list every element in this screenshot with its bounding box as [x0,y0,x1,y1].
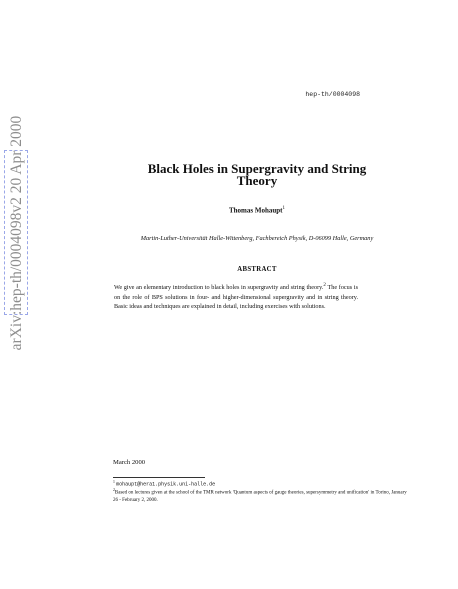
footnote-1-email: mohaupt@hera1.physik.uni-halle.de [116,481,216,488]
abstract-part-2: The focus is on the role of BPS solutions in four- and higher-dimensional supergravity and in string theory. Basic ideas and techniques are explained in detail, including exercises with solutions. [114,284,358,311]
arxiv-stamp[interactable] [4,115,28,351]
date: March 2000 [113,459,146,466]
footnote-1-mark: 1 [113,480,115,484]
arxiv-identifier[interactable]: arXiv:hep-th/0004098v2 20 Apr 2000 [8,115,25,351]
report-number: hep-th/0004098 [305,91,360,98]
abstract-text [114,281,358,312]
abstract-part-1: We give an elementary introduction to black holes in supergravity and string theory. [114,284,324,292]
paper-title [84,163,430,187]
affiliation: Martin-Luther-Universität Halle-Wittenberg, Fachbereich Physik, D-06099 Halle, Germany [140,235,374,242]
author [84,206,430,214]
abstract-heading: ABSTRACT [237,266,277,273]
footnote-rule [113,477,205,478]
author-footnote-mark: 1 [282,206,285,211]
footnote-2-text: Based on lectures given at the school of the TMR network 'Quantum aspects of gauge theories, supersymmetry and unification' in Torino, January 26 - February 2, 2000. [113,490,407,504]
title-line-2: Theory [236,173,278,188]
title-line-1: Black Holes in Supergravity and String [147,161,367,176]
footnote-2-mark: 2 [113,488,115,492]
abstract-footnote-mark: 2 [323,283,326,288]
author-name: Thomas Mohaupt [229,206,283,215]
footnote-2 [113,487,413,505]
